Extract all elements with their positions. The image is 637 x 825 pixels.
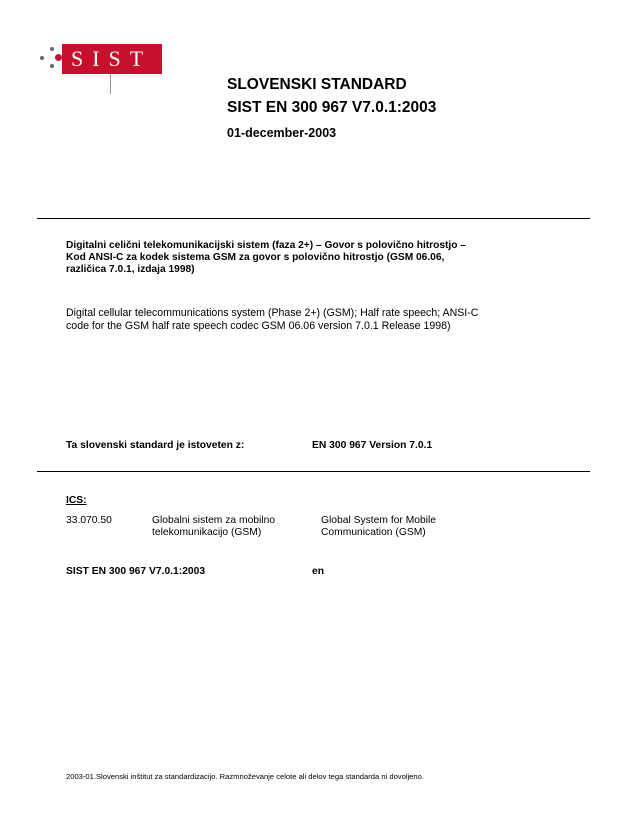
ics-heading: ICS:: [66, 495, 87, 506]
standard-type: SLOVENSKI STANDARD: [227, 76, 407, 93]
logo-red-dot: [55, 54, 62, 61]
title-slovenian: Digitalni celični telekomunikacijski sistem (faza 2+) – Govor s polovično hitrostjo – Kod ANSI-C za kodek sistema GSM za govor s polovično hitrostjo (GSM 06.06, različica 7.0.1, izdaja 1998): [66, 240, 466, 275]
ics-code: 33.070.50: [66, 515, 112, 526]
ics-desc-slovenian: Globalni sistem za mobilno telekomunikacijo (GSM): [152, 515, 276, 538]
ics-desc-english: Global System for Mobile Communication (GSM): [321, 515, 437, 538]
designation-language: en: [312, 566, 325, 577]
identity-label: Ta slovenski standard je istoveten z:: [66, 440, 245, 451]
designation-code: SIST EN 300 967 V7.0.1:2003: [66, 566, 206, 577]
top-rule: [37, 218, 590, 219]
sist-logo: SIST: [62, 44, 162, 74]
logo-divider: [110, 74, 111, 94]
identity-value: EN 300 967 Version 7.0.1: [312, 440, 433, 451]
standard-date: 01-december-2003: [227, 126, 337, 140]
copyright-footer: 2003-01.Slovenski inštitut za standardizacijo. Razmnoževanje celote ali delov tega standarda ni dovoljeno.: [66, 772, 424, 781]
standard-code: SIST EN 300 967 V7.0.1:2003: [227, 99, 437, 116]
title-english: Digital cellular telecommunications system (Phase 2+) (GSM); Half rate speech; ANSI-C code for the GSM half rate speech codec GSM 06.06 version 7.0.1 Release 1998): [66, 307, 479, 332]
bottom-rule: [37, 471, 590, 472]
